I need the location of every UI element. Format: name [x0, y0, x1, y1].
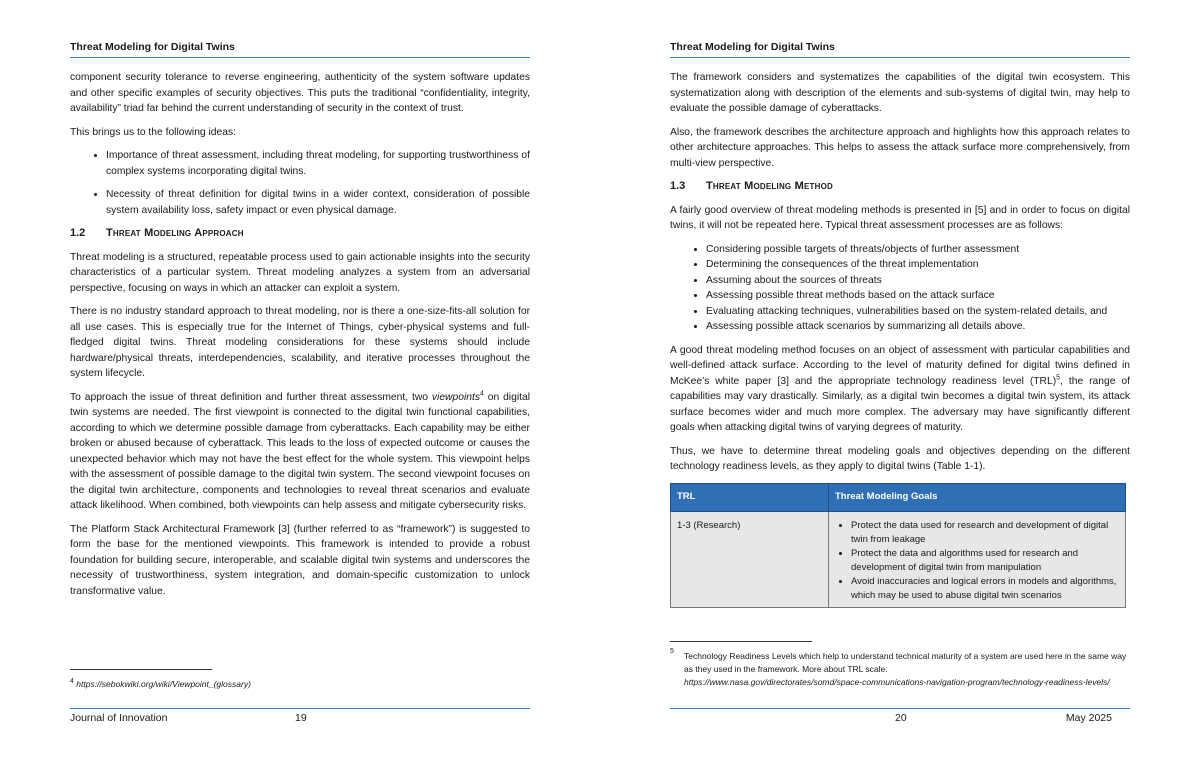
footnote-link[interactable]: https://sebokwiki.org/wiki/Viewpoint_(glossary) [76, 679, 251, 689]
section-title: Threat Modeling Approach [106, 227, 244, 239]
running-head: Threat Modeling for Digital Twins [670, 41, 1130, 58]
process-list [670, 242, 1130, 335]
footnote [70, 678, 530, 691]
goal-item: • Protect the data used for research and development of digital twin from leakage [851, 519, 1119, 547]
goal-item: • Avoid inaccuracies and logical errors in models and algorithms, which may be used to abuse digital twin scenarios [851, 575, 1119, 603]
goals-cell [829, 511, 1126, 607]
trl-goals-table [670, 483, 1126, 608]
section-number: 1.2 [70, 227, 86, 239]
page-footer [670, 708, 1130, 729]
idea-list [70, 148, 530, 218]
footnote-rule [670, 641, 812, 642]
list-item: • Evaluating attacking techniques, vulnerabilities based on the system-related details, and [706, 304, 1130, 320]
paragraph: There is no industry standard approach to threat modeling, nor is there a one-size-fits-all solution for all use cases. This is especially true for the Internet of Things, cyber-physical systems and full-fledged digital twins. Threat modeling considerations for these systems should include hardware/physical threats, interdependencies, scalability, and iterative processes throughout the system lifecycle. [70, 306, 530, 379]
list-item: • Assuming about the sources of threats [706, 273, 1130, 289]
table-header-row [671, 483, 1126, 511]
footnote-ref[interactable]: 4 [479, 390, 484, 398]
page-number: 20 [895, 712, 907, 724]
journal-name: Journal of Innovation [70, 712, 168, 724]
paragraph: Threat modeling is a structured, repeatable process used to gain actionable insights into the security characteristics of a particular system. Threat modeling analyzes a system from an adversarial perspective, focusing on ways in which an attacker can exploit a system. [70, 251, 530, 294]
page-20 [670, 0, 1130, 776]
list-item: • Determining the consequences of the threat implementation [706, 257, 1130, 273]
footnote-ref[interactable]: 5 [1056, 374, 1061, 382]
table-row [671, 511, 1126, 607]
footnote: 5 Technology Readiness Levels which help to understand technical maturity of a system are used here in the same way as they used in the framework. More about TRL scale: https://www.nasa.gov/directorates/somd/space-communications-navigation-program/technology-readiness-levels/ [670, 648, 1127, 687]
paragraph: Also, the framework describes the architecture approach and highlights how this approach relates to other architecture approaches. This helps to assess the attack surface more comprehensively, from multi-view perspective. [670, 126, 1130, 169]
column-header-trl: TRL [671, 483, 829, 511]
footnote-text: Technology Readiness Levels which help to understand technical maturity of a system are used here in the same way as they used in the framework. More about TRL scale: [684, 651, 1127, 674]
paragraph: The framework considers and systematizes the capabilities of the digital twin ecosystem. This systematization along with description of the elements and sub-systems of digital twin, may help to evaluate the possible damage of cyberattacks. [670, 72, 1130, 114]
footnote-number: 4 [70, 678, 74, 686]
page-body [70, 70, 530, 607]
section-heading [670, 179, 1130, 195]
page-footer [70, 708, 530, 729]
paragraph: Thus, we have to determine threat modeling goals and objectives depending on the different technology readiness levels, as they apply to digital twins (Table 1-1). [670, 445, 1130, 472]
running-head: Threat Modeling for Digital Twins [70, 41, 530, 58]
section-title: Threat Modeling Method [706, 180, 833, 192]
paragraph: component security tolerance to reverse engineering, authenticity of the system software updates and other specific examples of security objectives. This puts the traditional “confidentiality, integrity, availability” triad far behind the current understanding of security in the context of trust. [70, 72, 530, 114]
footnote-link[interactable]: https://www.nasa.gov/directorates/somd/space-communications-navigation-program/technology-readiness-levels/ [684, 677, 1110, 687]
page-19 [70, 0, 530, 776]
paragraph: A fairly good overview of threat modeling methods is presented in [5] and in order to focus on digital twins, it will not be repeated here. Typical threat assessment processes are as follows: [670, 204, 1130, 231]
trl-cell: 1-3 (Research) [671, 511, 829, 607]
italic-term: viewpoints [431, 391, 480, 403]
list-item: • Necessity of threat definition for digital twins in a wider context, consideration of possible system availability loss, safety impact or even physical damage. [106, 187, 530, 218]
issue-date: May 2025 [1065, 712, 1112, 724]
paragraph: The Platform Stack Architectural Framework [3] (further referred to as “framework”) is suggested to form the base for the mentioned viewpoints. This framework is intended to provide a robust foundation for building secure, interoperable, and scalable digital twin systems and underscores the necessity of trustworthiness, system integration, and domain-specific customization to unlock transformative value. [70, 523, 530, 597]
section-number: 1.3 [670, 180, 686, 192]
footnote-rule [70, 669, 212, 670]
list-item: • Assessing possible attack scenarios by summarizing all details above. [706, 319, 1130, 335]
list-item: • Importance of threat assessment, including threat modeling, for supporting trustworthiness of complex systems incorporating digital twins. [106, 148, 530, 179]
page-number: 19 [295, 712, 307, 724]
paragraph: To approach the issue of threat definition and further threat assessment, two viewpoints$^4$ on digital twin systems are needed. The first viewpoint is connected to the digital twin functional capabilities, according to which we determine possible damage from cyberattacks. Each capability may be either broken or abused because of cyberattack. This leads to the loss of expected outcome or causes the unexpected behavior which may not have the best effect for the whole system. This viewpoint helps with the assessment of possible damage to the digital twin system. The second viewpoint focuses on the digital twin architecture, components and technologies to reveal threat scenarios and evaluate attack likelihood. When combined, both viewpoints can help assess and mitigate cybersecurity risks. [70, 390, 530, 511]
section-heading [70, 226, 530, 242]
column-header-goals: Threat Modeling Goals [829, 483, 1126, 511]
list-item: • Assessing possible threat methods based on the attack surface [706, 288, 1130, 304]
paragraph: A good threat modeling method focuses on an object of assessment with particular capabilities and well-defined attack surface. According to the level of maturity defined for digital twins defined in McKee’s white paper [3] and the appropriate technology readiness level (TRL)$^5$, the range of capabilities may vary drastically. Similarly, as a digital twin becomes a digital twin system, its attack surface becomes wider and much more complex. The adversary may have significantly different goals when attacking digital twins of varying degrees of maturity. [670, 344, 1130, 433]
goal-item: • Protect the data and algorithms used for research and development of digital twin from manipulation [851, 547, 1119, 575]
paragraph: This brings us to the following ideas: [70, 126, 236, 138]
list-item: • Considering possible targets of threats/objects of further assessment [706, 242, 1130, 258]
page-body [670, 70, 1130, 608]
